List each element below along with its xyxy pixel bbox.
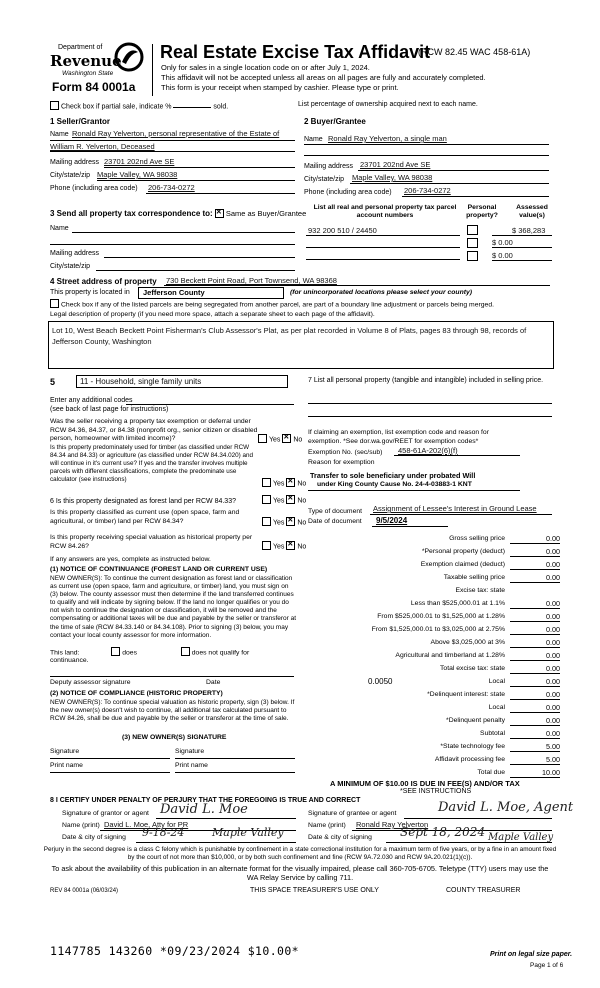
grantor-date[interactable]: 9-18-24 [142,826,185,839]
segregated-row: Check box if any of the listed parcels are being segregated from another parcel, are part of a boundary line adjustment or parcels being merged. [50,300,494,309]
same-as-buyer-checkbox[interactable] [215,209,224,218]
grantor-signature-label: Signature of grantor or agent [62,810,149,817]
perjury-notice: Perjury in the second degree is a class C felony which is punishable by confinement in a state correctional institution for a maximum term of five years, or by a fine in an amount fixed by the court of not more than $10,000, or by both such confinement and fine (RCW 9A.72.030 and RCW 9A.20.021(1)(c)). [43,846,557,861]
exemption-claim-text: If claiming an exemption, list exemption code and reason for exemption. *See dor.wa.gov/REET for exemption codes* [308,429,489,445]
washington-state-label: Washington State [62,70,114,77]
doc-type-label: Type of document [308,508,363,515]
legal-description: Lot 10, West Beach Beckett Point Fisherman's Club Assessor's Plat, as per plat recorded in Volume 8 of Plats, pages 83 through 98, records of Jefferson County, Washington [52,326,527,346]
buyer-heading: 2 Buyer/Grantee [304,117,366,126]
legal-description-box[interactable] [48,321,554,369]
tax-row: Taxable selling price 0.00 [443,573,560,582]
legal-description-label: Legal description of property (if you need more space, attach a separate sheet to each page of the affidavit). [50,311,375,318]
buyer-mailing-label: Mailing address [304,163,354,170]
grantee-city[interactable]: Maple Valley [488,832,554,843]
q2-answers: Yes ✕ No [262,479,306,488]
department-label: Department of [58,44,103,51]
reason-label: Reason for exemption [308,459,375,466]
additional-codes-label: Enter any additional codes [50,397,133,404]
seller-city-label: City/state/zip [50,172,91,179]
tax-row: *Personal property (deduct) 0.00 [421,547,560,556]
treasurer-use-label: THIS SPACE TREASURER'S USE ONLY [250,887,379,894]
form-title: Real Estate Excise Tax Affidavit [160,42,431,62]
q4-answers: Yes ✕ No [262,518,306,527]
tax-value[interactable]: 0.00 [510,599,560,609]
tax-value[interactable]: 0.00 [510,690,560,700]
header-note-1: Only for sales in a single location code on or after July 1, 2024. [161,63,370,72]
section3-mailing-label: Mailing address [50,250,100,257]
county-treasurer-label: COUNTY TREASURER [446,887,521,894]
assessed-value-1[interactable]: $ 368,283 [512,226,546,235]
q1-yes-checkbox[interactable] [258,434,267,443]
tax-value[interactable]: 5.00 [510,755,560,765]
county-select[interactable]: Jefferson County [138,287,284,299]
section3-name-label: Name [50,225,69,232]
q1-answers: Yes ✕ No [258,435,302,444]
q5-yes-checkbox[interactable] [262,541,271,550]
seller-name-label: Name [50,131,69,138]
tax-row: Total due 10.00 [477,768,560,777]
tax-row: Exemption claimed (deduct) 0.00 [420,560,560,569]
tax-row: Local 0.00 [488,703,560,712]
buyer-city[interactable]: Maple Valley, WA 98038 [352,173,433,182]
tax-value[interactable]: 0.00 [510,638,560,648]
q3-no-checkbox[interactable] [286,495,295,504]
tax-value[interactable]: 0.00 [510,664,560,674]
assessed-column-header: Assessed value(s) [516,204,548,219]
tax-row: *State technology fee 5.00 [440,742,560,751]
grantor-name-label: Name (print) [62,822,100,829]
personal-property-checkbox-2[interactable] [467,238,478,248]
partial-sale-checkbox[interactable] [50,101,59,110]
see-instructions-note: *SEE INSTRUCTIONS [400,788,472,795]
unincorporated-note: (for unincorporated locations please select your county) [290,289,473,296]
tax-value[interactable]: 0.00 [510,625,560,635]
use-code-select[interactable]: 11 - Household, single family units [76,375,288,388]
revenue-logo-icon [114,42,144,72]
reason-line-1[interactable]: Transfer to sole beneficiary under probated Will [310,471,476,480]
page-number: Page 1 of 6 [530,962,564,969]
street-address[interactable]: 730 Beckett Point Road, Port Townsend, WA 98368 [166,276,337,285]
cashier-stamp: 1147785 143260 *09/23/2024 $10.00* [50,944,300,958]
assessed-value-3[interactable]: $ 0.00 [492,251,513,260]
q4-no-checkbox[interactable] [286,517,295,526]
see-back-note: (see back of last page for instructions) [50,406,169,413]
seller-name-line1[interactable]: Ronald Ray Yelverton, personal representative of the Estate of [72,129,280,138]
grantor-date-label: Date & city of signing [62,834,126,841]
grantee-date-label: Date & city of signing [308,834,372,841]
notice2-heading: (2) NOTICE OF COMPLIANCE (HISTORIC PROPERTY) [50,690,223,697]
doc-date-label: Date of document [308,518,362,525]
tax-value[interactable]: 0.00 [510,560,560,570]
buyer-mailing[interactable]: 23701 202nd Ave SE [360,160,431,169]
deputy-date-label: Date [206,679,221,686]
section3-heading: 3 Send all property tax correspondence to: ✕ Same as Buyer/Grantee [50,209,306,219]
print-name-label-1: Print name [50,762,83,769]
parcel-column-header: List all real and personal property tax parcel account numbers [313,204,457,219]
section5-number: 5 [50,377,56,387]
local-rate: 0.0050 [368,677,393,686]
tax-value[interactable]: 5.00 [510,742,560,752]
form-number: Form 84 0001a [52,80,136,94]
current-use-question: Is this property classified as current use (open space, farm and agricultural, or timber) land per RCW 84.34? [50,509,240,525]
grantee-name-label: Name (print) [308,822,346,829]
q3-yes-checkbox[interactable] [262,495,271,504]
notice1-text: NEW OWNER(S): To continue the current designation as forest land or classification as current use (open space, farm and agriculture, or timber) land, you must sign on (3) below. The county assessor must then determine if the land transferred continues to qualify and will indicate by signing below. If the land no longer qualifies or you do not wish to continue the designation or classification, it will be removed and the compensating or additional taxes will be due and payable by the seller or transferor at the time of sale (RCW 84.33.140 or 84.34.108). Prior to signing (3) below, you may contact your local county assessor for more information. [50,575,297,639]
partial-sale-row: Check box if partial sale, indicate % sold. [50,102,228,111]
minimum-due-note: A MINIMUM OF $10.00 IS DUE IN FEE(S) AND/OR TAX [330,779,520,788]
seller-phone[interactable]: 206-734-0272 [148,183,195,192]
tax-row: Subtotal 0.00 [480,729,560,738]
buyer-phone[interactable]: 206-734-0272 [404,186,451,195]
tax-value[interactable]: 10.00 [510,768,560,778]
tax-row: Gross selling price 0.00 [449,534,560,543]
tax-value[interactable]: 0.00 [510,651,560,661]
tax-row: Less than $525,000.01 at 1.1% 0.00 [410,599,560,608]
historic-question: Is this property receiving special valuation as historical property per RCW 84.26? [50,534,253,550]
certify-heading: 8 I CERTIFY UNDER PENALTY OF PERJURY THAT THE FOREGOING IS TRUE AND CORRECT [50,797,361,804]
personal-property-checkbox-3[interactable] [467,251,478,261]
signature-label-1: Signature [50,748,80,755]
seller-mailing[interactable]: 23701 202nd Ave SE [104,157,175,166]
deputy-signature-label: Deputy assessor signature [50,679,131,686]
q2-yes-checkbox[interactable] [262,478,271,487]
buyer-phone-label: Phone (including area code) [304,189,392,196]
grantee-signature-label: Signature of grantee or agent [308,810,397,817]
tax-row: From $1,525,000.01 to $3,025,000 at 2.75% 0.00 [371,625,560,634]
forest-land-question: 6 Is this property designated as forest land per RCW 84.33? [50,498,236,505]
q5-no-checkbox[interactable] [286,541,295,550]
tax-row: From $525,000.01 to $1,525,000 at 1.28% 0.00 [377,612,560,621]
tax-row: Local 0.00 [488,677,560,686]
seller-name-line2[interactable]: William R. Yelverton, Deceased [50,142,155,151]
exemption-number-label: Exemption No. (sec/sub) [308,449,383,456]
seller-city[interactable]: Maple Valley, WA 98038 [97,170,178,179]
header-note-2: This affidavit will not be accepted unless all areas on all pages are fully and accurately completed. [161,73,486,82]
notice2-text: NEW OWNER(S): To continue special valuation as historic property, sign (3) below. If the new owner(s) doesn't wish to continue, all additional tax calculated pursuant to RCW 84.26, shall be due and payable by the seller or transferor at the time of sale. [50,699,295,723]
rev-number: REV 84 0001a (06/03/24) [50,888,119,894]
tax-row: Affidavit processing fee 5.00 [434,755,560,764]
tax-value[interactable]: 0.00 [510,729,560,739]
q1-no-checkbox[interactable] [282,434,291,443]
parcel-number-1[interactable]: 932 200 510 / 24450 [308,226,377,235]
legal-paper-note: Print on legal size paper. [490,951,573,958]
buyer-city-label: City/state/zip [304,176,345,183]
timber-agriculture-question: Is this property predominately used for timber (as classified under RCW 84.34 and 84.33) or agriculture (as classified under RCW 84.34.020) and will continue in it's current use? If yes and the transfer involves multiple parcels with different classifications, complete the predominate use calculator (see instructions) [50,444,254,483]
segregated-checkbox[interactable] [50,299,59,308]
grantee-name[interactable]: Ronald Ray Yelverton [356,820,429,829]
tax-row: Above $3,025,000 at 3% 0.00 [430,638,560,647]
exemption-deferral-question: Was the seller receiving a property tax exemption or deferral under RCW 84.36, 84.37, or 84.38 (nonprofit org., senior citizen or disabled person, homeowner with limited income)? [50,418,258,442]
q4-yes-checkbox[interactable] [262,517,271,526]
tax-value[interactable]: 0.00 [510,677,560,687]
assessed-value-2[interactable]: $ 0.00 [492,238,513,247]
tax-value[interactable]: 0.00 [510,612,560,622]
tax-row: *Delinquent interest: state 0.00 [427,690,560,699]
doc-date[interactable]: 9/5/2024 [376,516,408,525]
ownership-note: List percentage of ownership acquired next to each name. [298,101,478,108]
personal-property-checkbox-1[interactable] [467,225,478,235]
seller-heading: 1 Seller/Grantor [50,117,111,126]
street-address-label: 4 Street address of property [50,277,157,286]
seller-phone-label: Phone (including area code) [50,185,138,192]
tax-value[interactable]: 0.00 [510,716,560,726]
buyer-name-label: Name [304,136,323,143]
rcw-reference: (RCW 82.45 WAC 458-61A) [418,47,531,57]
located-in-label: This property is located in [50,289,130,296]
does-not-checkbox[interactable] [181,647,190,656]
grantee-date[interactable]: Sept 18, 2024 [400,825,486,839]
alt-format-notice: To ask about the availability of this publication in an alternate format for the visually impaired, please call 360-705-6705. Teletype (TTY) users may use the WA Relay Service by calling 711. [51,864,549,882]
q2-no-checkbox[interactable] [286,478,295,487]
section7-heading: 7 List all personal property (tangible and intangible) included in selling price. [308,377,544,384]
tax-value[interactable]: 0.00 [510,547,560,557]
notice3-heading: (3) NEW OWNER(S) SIGNATURE [122,734,227,741]
does-checkbox[interactable] [111,647,120,656]
revenue-logo-text: Revenue [50,52,122,70]
tax-value[interactable]: 0.00 [510,534,560,544]
doc-type[interactable]: Assignment of Lessee's Interest in Ground Lease [373,504,537,513]
section3-city-label: City/state/zip [50,263,91,270]
buyer-name[interactable]: Ronald Ray Yelverton, a single man [328,134,447,143]
tax-value[interactable]: 0.00 [510,703,560,713]
notice1-heading: (1) NOTICE OF CONTINUANCE (FOREST LAND OR CURRENT USE) [50,566,268,573]
tax-row: *Delinquent penalty 0.00 [446,716,560,725]
grantor-signature[interactable]: David L. Moe [160,802,248,817]
header-divider [152,44,153,96]
tax-row: Total excise tax: state 0.00 [440,664,560,673]
exemption-number[interactable]: 458-61A-202(6)(f) [398,446,458,455]
continuance-label: continuance. [50,657,89,664]
tax-row: Agricultural and timberland at 1.28% 0.00 [395,651,560,660]
header-note-3: This form is your receipt when stamped by cashier. Please type or print. [161,83,399,92]
this-land-row: This land: does does not qualify for [50,648,249,657]
reason-line-2[interactable]: under King County Cause No. 24-4-03883-1 KNT [317,481,472,488]
answer-note: If any answers are yes, complete as instructed below. [50,556,211,563]
grantee-signature[interactable]: David L. Moe, Agent [438,800,574,815]
tax-value[interactable]: 0.00 [510,573,560,583]
seller-mailing-label: Mailing address [50,159,100,166]
personal-property-column-header: Personal property? [466,204,498,219]
tax-row: Excise tax: state [455,587,505,594]
q3-answers: Yes ✕ No [262,496,306,505]
q5-answers: Yes ✕ No [262,542,306,551]
print-name-label-2: Print name [175,762,208,769]
grantor-city[interactable]: Maple Valley [212,826,284,839]
grantor-name[interactable]: David L. Moe, Atty for PR [104,820,189,829]
signature-label-2: Signature [175,748,205,755]
